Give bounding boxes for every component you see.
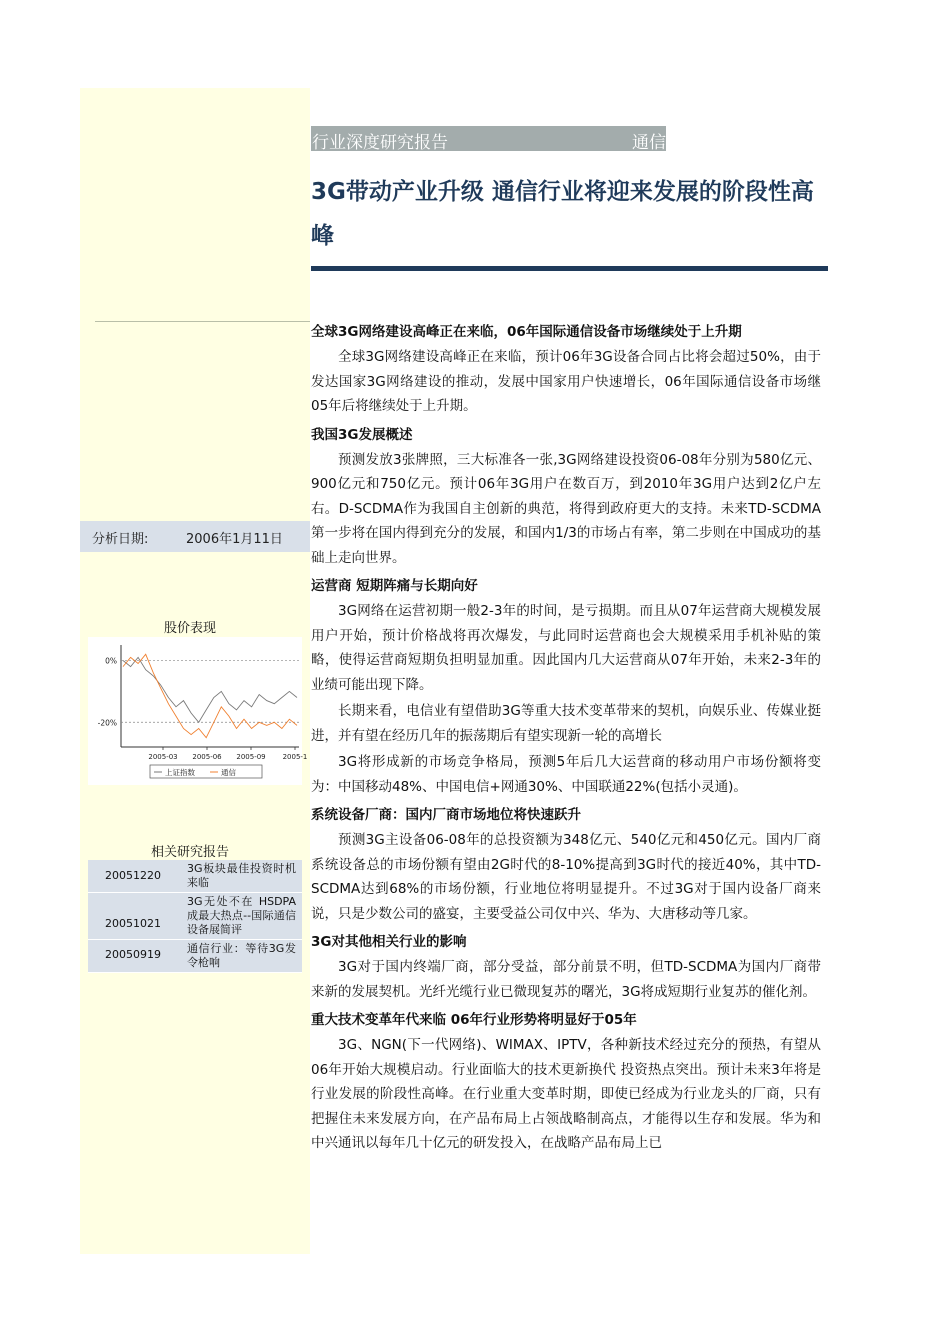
stock-chart	[88, 637, 308, 785]
section-paragraph: 3G将形成新的市场竞争格局，预测5年后几大运营商的移动用户市场份额将变为：中国移动48%、中国电信+网通30%、中国联通22%(包括小灵通)。	[311, 754, 821, 795]
title-underline	[311, 266, 828, 271]
stock-chart-title: 股价表现	[163, 621, 216, 636]
series-line-0	[123, 657, 297, 722]
section-heading: 3G对其他相关行业的影响	[311, 934, 467, 950]
date-value: 2006年1月11日	[186, 532, 283, 547]
sidebar-divider	[95, 321, 310, 322]
section-paragraph: 预测发放3张牌照，三大标准各一张,3G网络建设投资06-08年分别为580亿元、900亿元和750亿元。预计06年3G用户在数百万，到2010年3G用户达到2亿户左右。D-SCDMA作为我国自主创新的典范，将得到政府更大的支持。未来TD-SCDMA第一步将在国内得到充分的发展，和国内1/3的市场占有率，第二步则在中国成功的基础上走向世界。	[311, 451, 821, 566]
report-header-bar	[311, 126, 666, 151]
section-paragraph: 3G对于国内终端厂商，部分受益，部分前景不明，但TD-SCDMA为国内厂商带来新的发展契机。光纤光缆行业已微现复苏的曙光，3G将成短期行业复苏的催化剂。	[311, 959, 821, 1000]
section-heading: 全球3G网络建设高峰正在来临，06年国际通信设备市场继续处于上升期	[311, 324, 742, 340]
related-report-title: 3G无处不在 HSDPA成最大热点--国际通信设备展简评	[187, 895, 296, 936]
related-report-title: 3G板块最佳投资时机来临	[187, 862, 296, 889]
x-tick-label: 2005-09	[236, 753, 266, 761]
related-report-row[interactable]	[88, 893, 302, 940]
section-paragraph: 全球3G网络建设高峰正在来临，预计06年3G设备合同占比将会超过50%，由于发达国家3G网络建设的推动，发展中国家用户快速增长，06年国际通信设备市场继05年后将继续处于上升期。	[311, 349, 821, 414]
report-body	[311, 318, 821, 1158]
report-title: 3G带动产业升级 通信行业将迎来发展的阶段性高峰	[311, 179, 814, 249]
related-report-row[interactable]	[88, 860, 302, 893]
section-heading: 运营商 短期阵痛与长期向好	[311, 578, 478, 594]
related-report-date: 20051021	[105, 917, 161, 930]
y-tick-label: 0%	[105, 656, 117, 666]
report-sector: 通信	[632, 133, 666, 153]
section-paragraph: 预测3G主设备06-08年的总投资额为348亿元、540亿元和450亿元。国内厂商系统设备总的市场份额有望由2G时代的8-10%提高到3G时代的接近40%，其中TD-SCDMA达到68%的市场份额，行业地位将明显提升。不过3G对于国内设备厂商来说，只是少数公司的盛宴，主要受益公司仅中兴、华为、大唐移动等几家。	[311, 832, 821, 922]
legend-label: 通信	[221, 768, 236, 777]
section-heading: 重大技术变革年代来临 06年行业形势将明显好于05年	[311, 1012, 637, 1028]
related-reports-table	[88, 860, 302, 973]
related-reports-title: 相关研究报告	[150, 845, 229, 860]
x-tick-label: 2005-1	[282, 753, 308, 761]
series-line-1	[123, 654, 297, 737]
related-report-row[interactable]	[88, 940, 302, 973]
date-label: 分析日期:	[92, 532, 149, 547]
section-heading: 我国3G发展概述	[311, 426, 413, 443]
legend-label: 上证指数	[165, 768, 195, 777]
analysis-date-row	[80, 521, 310, 552]
section-heading: 系统设备厂商：国内厂商市场地位将快速跃升	[311, 807, 581, 823]
stock-chart-svg	[88, 637, 308, 785]
report-type: 行业深度研究报告	[312, 133, 448, 153]
y-tick-label: -20%	[97, 718, 117, 728]
x-tick-label: 2005-03	[148, 753, 178, 761]
related-report-date: 20050919	[105, 948, 161, 961]
section-paragraph: 长期来看，电信业有望借助3G等重大技术变革带来的契机，向娱乐业、传媒业挺进，并有望在经历几年的振荡期后有望实现新一轮的高增长	[311, 703, 821, 744]
x-tick-label: 2005-06	[192, 753, 222, 761]
section-paragraph: 3G网络在运营初期一般2-3年的时间，是亏损期。而且从07年运营商大规模发展用户开始，预计价格战将再次爆发，与此同时运营商也会大规模采用手机补贴的策略，使得运营商短期负担明显加重。因此国内几大运营商从07年开始，未来2-3年的业绩可能出现下降。	[311, 603, 821, 693]
section-paragraph: 3G、NGN(下一代网络)、WIMAX、IPTV，各种新技术经过充分的预热，有望从06年开始大规模启动。行业面临大的技术更新换代 投资热点突出。预计未来3年将是行业发展的阶段性高峰。在行业重大变革时期，即使已经成为行业龙头的厂商，只有把握住未来发展方向，在产品布局上占领战略制高点，才能得以生存和发展。华为和中兴通讯以每年几十亿元的研发投入，在战略产品布局上已	[311, 1037, 821, 1151]
related-report-date: 20051220	[105, 869, 161, 882]
related-report-title: 通信行业：等待3G发令枪响	[187, 942, 296, 969]
